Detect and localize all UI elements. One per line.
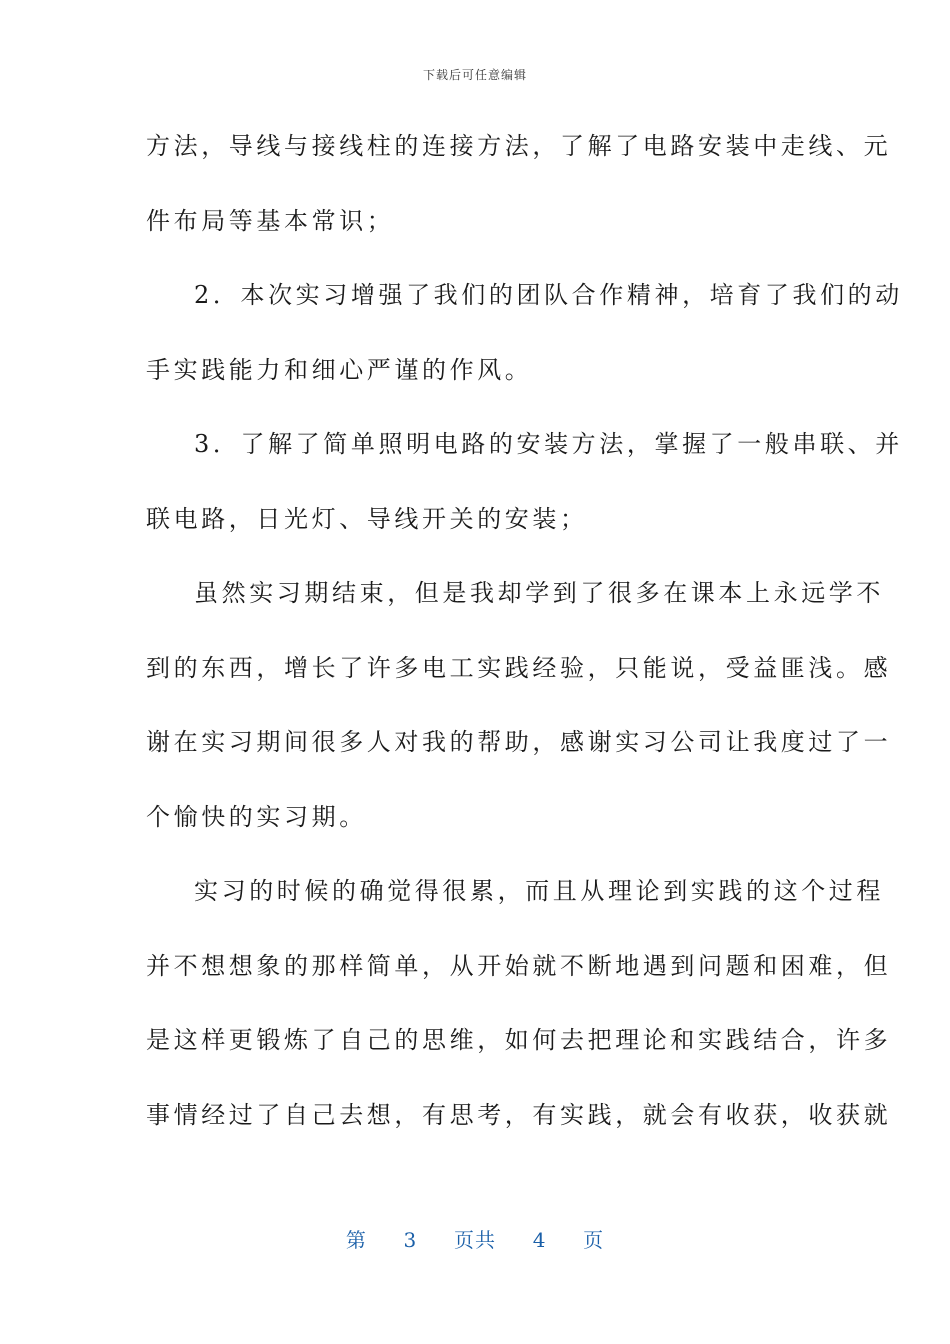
- paragraph-start-line: 2．本次实习增强了我们的团队合作精神，培育了我们的动: [194, 281, 903, 309]
- text-line: 联电路，日光灯、导线开关的安装；: [146, 504, 588, 533]
- text-line: 件布局等基本常识；: [146, 206, 395, 235]
- footer-suffix: 页: [583, 1228, 605, 1252]
- footer-middle: 页共: [454, 1228, 496, 1252]
- text-line: 事情经过了自己去想，有思考，有实践，就会有收获，收获就: [146, 1100, 892, 1129]
- text-line: 是这样更锻炼了自己的思维，如何去把理论和实践结合，许多: [146, 1026, 892, 1054]
- text-line: 并不想想象的那样简单，从开始就不断地遇到问题和困难，但: [146, 951, 892, 980]
- text-line: 手实践能力和细心严谨的作风。: [146, 355, 533, 384]
- text-line: 方法，导线与接线柱的连接方法，了解了电路安装中走线、元: [146, 132, 892, 160]
- paragraph-start-line: 虽然实习期结束，但是我却学到了很多在课本上永远学不: [194, 579, 884, 607]
- current-page-number: 3: [403, 1228, 418, 1252]
- total-pages-number: 4: [532, 1228, 547, 1252]
- page-header: 下载后可任意编辑: [422, 68, 527, 82]
- footer-prefix: 第: [345, 1228, 367, 1252]
- paragraph-start-line: 3．了解了简单照明电路的安装方法，掌握了一般串联、并: [194, 430, 903, 458]
- text-line: 个愉快的实习期。: [146, 802, 367, 831]
- page-footer: [0, 1224, 950, 1253]
- document-body: [146, 126, 903, 1169]
- text-line: 谢在实习期间很多人对我的帮助，感谢实习公司让我度过了一: [146, 728, 892, 756]
- paragraph-start-line: 实习的时候的确觉得很累，而且从理论到实践的这个过程: [194, 877, 884, 905]
- text-line: 到的东西，增长了许多电工实践经验，只能说，受益匪浅。感: [146, 653, 892, 682]
